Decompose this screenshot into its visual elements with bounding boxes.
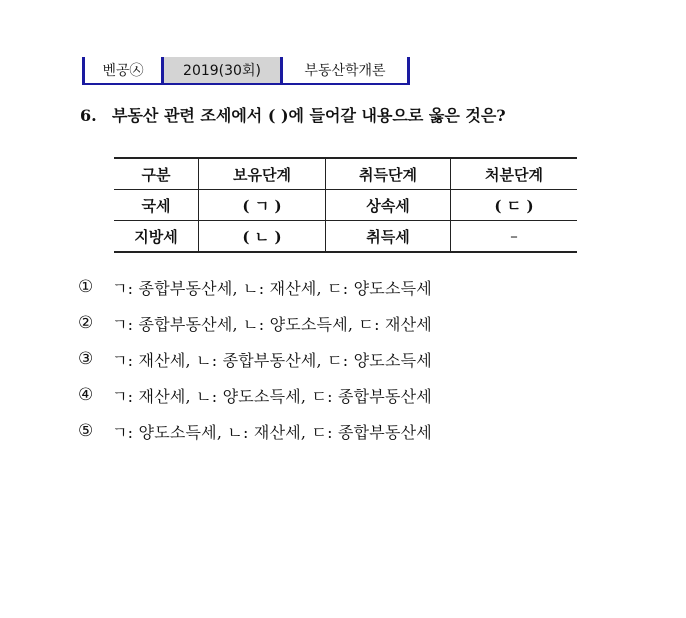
option-number: ④ (78, 385, 94, 405)
answer-option-4[interactable] (78, 377, 432, 413)
answer-option-1[interactable] (78, 269, 432, 305)
option-number: ③ (78, 349, 94, 369)
table-header-row (114, 158, 577, 190)
table-cell: 국세 (114, 190, 199, 221)
tax-table (114, 157, 577, 253)
table-cell: 상속세 (326, 190, 451, 221)
option-text: ㄱ: 종합부동산세, ㄴ: 재산세, ㄷ: 양도소득세 (112, 278, 432, 298)
table-row (114, 190, 577, 221)
question-number: 6. (80, 106, 97, 125)
option-text: ㄱ: 종합부동산세, ㄴ: 양도소득세, ㄷ: 재산세 (112, 314, 432, 334)
option-text: ㄱ: 재산세, ㄴ: 양도소득세, ㄷ: 종합부동산세 (112, 386, 432, 406)
header-source: 벤공㉦ (82, 57, 164, 83)
table-header-cell: 취득단계 (326, 158, 451, 190)
table-cell: ( ㄴ ) (199, 221, 326, 253)
table-cell: 지방세 (114, 221, 199, 253)
table-row (114, 221, 577, 253)
header-subject: 부동산학개론 (280, 57, 410, 83)
header-year: 2019(30회) (164, 57, 280, 83)
table-cell: 취득세 (326, 221, 451, 253)
question (80, 104, 600, 128)
option-number: ② (78, 313, 94, 333)
answer-option-5[interactable] (78, 413, 432, 449)
answer-option-2[interactable] (78, 305, 432, 341)
option-number: ① (78, 277, 94, 297)
table-cell: ( ㄱ ) (199, 190, 326, 221)
table-header-cell: 처분단계 (451, 158, 578, 190)
table-cell: – (451, 221, 578, 253)
answer-options (78, 269, 432, 449)
table-header-cell: 구분 (114, 158, 199, 190)
table-header-cell: 보유단계 (199, 158, 326, 190)
table-cell: ( ㄷ ) (451, 190, 578, 221)
exam-header (82, 57, 410, 85)
option-text: ㄱ: 재산세, ㄴ: 종합부동산세, ㄷ: 양도소득세 (112, 350, 432, 370)
question-text: 부동산 관련 조세에서 ( )에 들어갈 내용으로 옳은 것은? (112, 106, 506, 125)
option-number: ⑤ (78, 421, 94, 441)
option-text: ㄱ: 양도소득세, ㄴ: 재산세, ㄷ: 종합부동산세 (112, 422, 432, 442)
answer-option-3[interactable] (78, 341, 432, 377)
